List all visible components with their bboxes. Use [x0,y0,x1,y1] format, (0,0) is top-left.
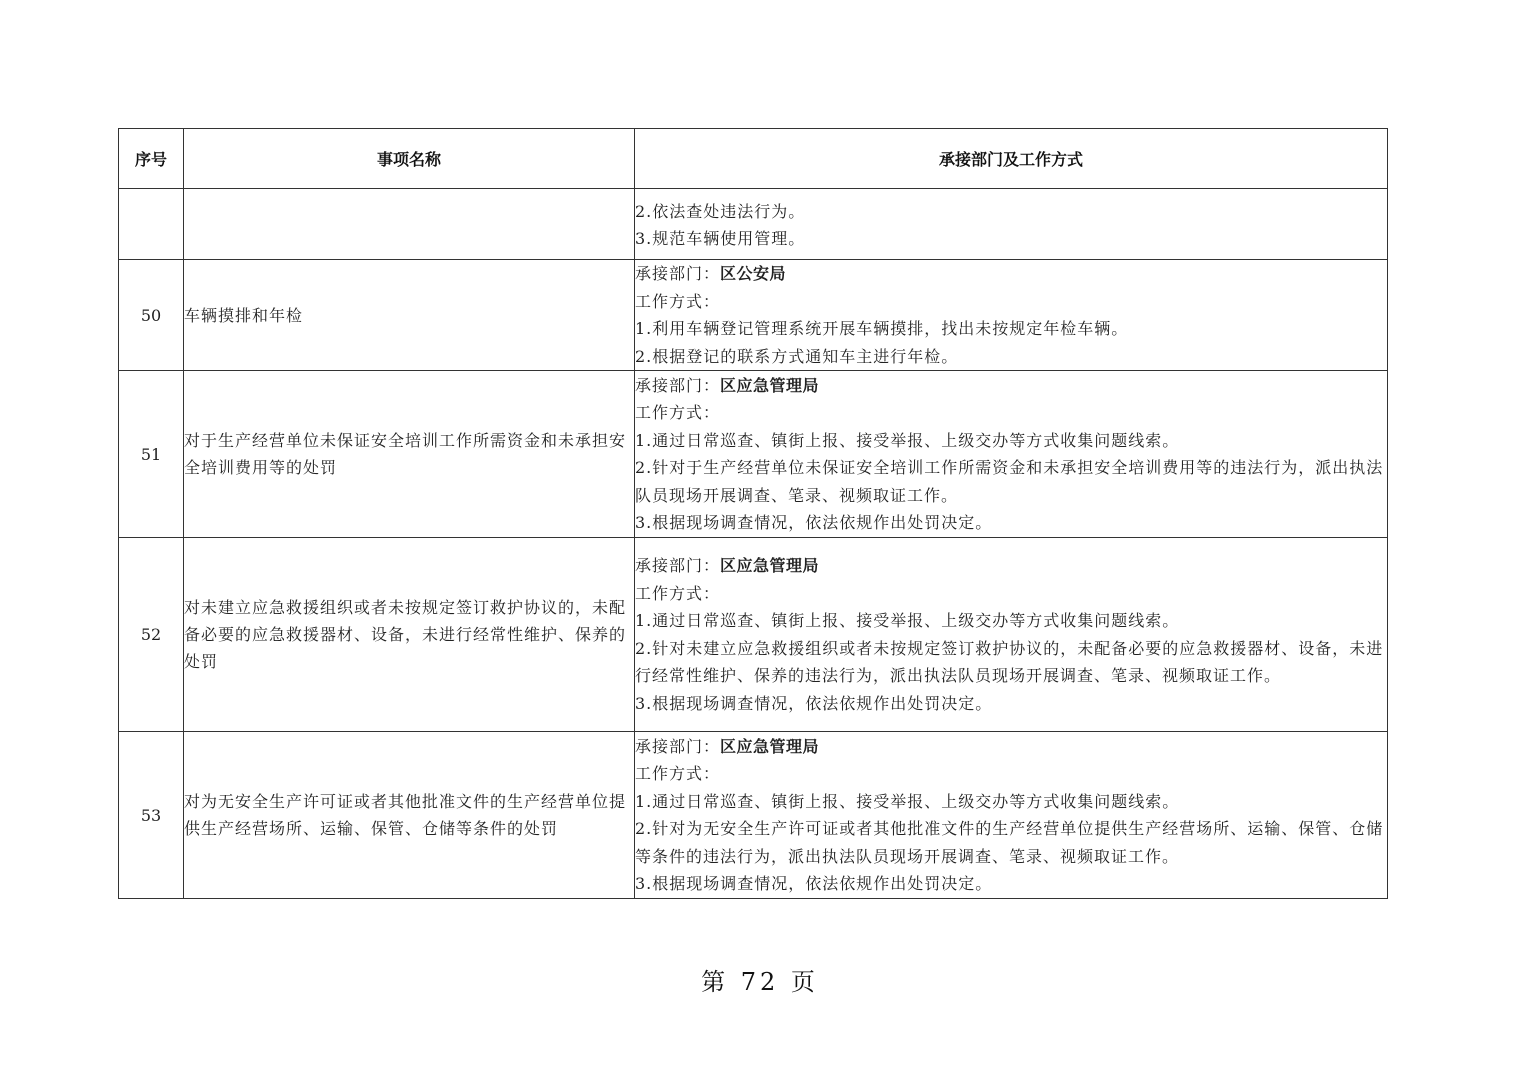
method-label: 工作方式： [635,403,721,422]
page-number: 第 72 页 [701,968,819,996]
dept-line [635,733,1387,761]
method-step: 3.根据现场调查情况，依法依规作出处罚决定。 [635,693,993,713]
table-row [119,732,1388,899]
seq-cell: 50 [119,260,184,371]
dept-label: 承接部门： [635,736,721,756]
method-cell [635,732,1388,899]
header-method: 承接部门及工作方式 [635,129,1388,189]
table-header-row [119,129,1388,189]
method-step: 1.利用车辆登记管理系统开展车辆摸排，找出未按规定年检车辆。 [635,319,1129,338]
dept-name: 区应急管理局 [720,375,820,395]
method-cell [635,371,1388,538]
table-row [119,260,1388,371]
dept-label: 承接部门： [635,264,721,283]
method-cell [635,538,1388,732]
seq-cell: 53 [119,732,184,899]
method-step: 1.通过日常巡查、镇街上报、接受举报、上级交办等方式收集问题线索。 [635,611,1180,630]
header-seq: 序号 [119,129,184,189]
method-step: 3.根据现场调查情况，依法依规作出处罚决定。 [635,513,993,532]
seq-cell: 51 [119,371,184,538]
table-row [119,371,1388,538]
method-step: 1.通过日常巡查、镇街上报、接受举报、上级交办等方式收集问题线索。 [635,430,1180,450]
name-cell: 对于生产经营单位未保证安全培训工作所需资金和未承担安全培训费用等的处罚 [184,371,635,538]
header-name: 事项名称 [184,129,635,189]
method-step: 3.根据现场调查情况，依法依规作出处罚决定。 [635,874,993,893]
dept-line [635,372,1387,400]
dept-line [635,260,1387,288]
dept-label: 承接部门： [635,556,721,575]
method-step: 2.针对于生产经营单位未保证安全培训工作所需资金和未承担安全培训费用等的违法行为，派出执法队员现场开展调查、笔录、视频取证工作。 [635,458,1384,505]
seq-cell: 52 [119,538,184,732]
table-row-continuation [119,189,1388,260]
method-step: 2.根据登记的联系方式通知车主进行年检。 [635,346,959,366]
dept-label: 承接部门： [635,375,721,395]
method-label: 工作方式： [635,291,721,311]
name-cell: 车辆摸排和年检 [184,260,635,371]
name-cell: 对为无安全生产许可证或者其他批准文件的生产经营单位提供生产经营场所、运输、保管、仓储等条件的处罚 [184,732,635,899]
method-label: 工作方式： [635,583,721,603]
seq-cell [119,189,184,260]
method-step: 2.针对为无安全生产许可证或者其他批准文件的生产经营单位提供生产经营场所、运输、保管、仓储等条件的违法行为，派出执法队员现场开展调查、笔录、视频取证工作。 [635,819,1384,866]
method-label: 工作方式： [635,764,721,783]
method-step: 2.针对未建立应急救援组织或者未按规定签订救护协议的，未配备必要的应急救援器材、设备，未进行经常性维护、保养的违法行为，派出执法队员现场开展调查、笔录、视频取证工作。 [635,638,1384,685]
dept-name: 区应急管理局 [720,556,820,575]
name-cell: 对未建立应急救援组织或者未按规定签订救护协议的，未配备必要的应急救援器材、设备，未进行经常性维护、保养的处罚 [184,538,635,732]
method-cell [635,260,1388,371]
dept-line [635,552,1387,580]
method-step: 1.通过日常巡查、镇街上报、接受举报、上级交办等方式收集问题线索。 [635,791,1180,811]
dept-name: 区应急管理局 [720,736,820,756]
method-cell [635,189,1388,260]
dept-name: 区公安局 [720,264,787,283]
name-cell [184,189,635,260]
table-row [119,538,1388,732]
method-line: 2.依法查处违法行为。 [635,201,806,221]
matters-table [118,128,1388,899]
method-line: 3.规范车辆使用管理。 [635,229,806,248]
